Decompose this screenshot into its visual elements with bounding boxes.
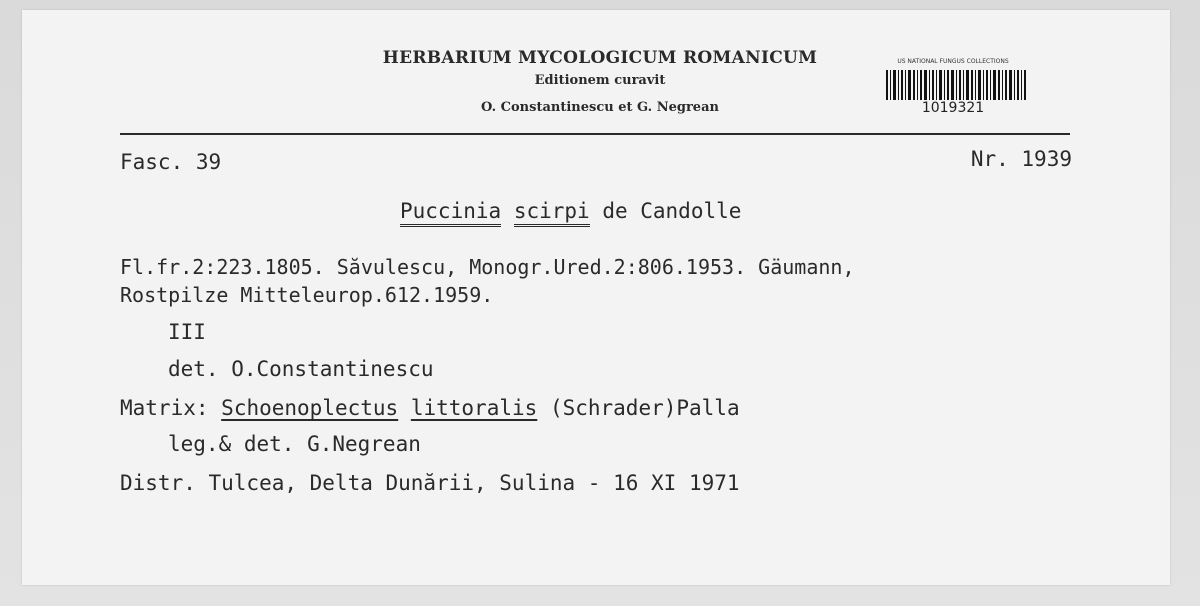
matrix-host <box>120 396 740 420</box>
host-genus: Schoenoplectus <box>221 396 399 420</box>
references-line-2: Rostpilze Mitteleurop.612.1959. <box>120 283 494 307</box>
herbarium-subtitle: Editionem curavit <box>534 73 666 88</box>
species-genus: Puccinia <box>400 199 501 227</box>
matrix-prefix: Matrix: <box>120 396 209 420</box>
barcode-number: 1019321 <box>921 100 985 116</box>
barcode-caption: US NATIONAL FUNGUS COLLECTIONS <box>897 58 1009 65</box>
fascicle-number: Fasc. 39 <box>120 150 222 174</box>
herbarium-title: HERBARIUM MYCOLOGICUM ROMANICUM <box>382 48 818 68</box>
species-name <box>400 199 741 223</box>
host-epithet: littoralis <box>410 396 538 420</box>
barcode-image <box>886 70 1026 100</box>
references-line-1: Fl.fr.2:223.1805. Săvulescu, Monogr.Ured.2:806.1953. Gäumann, <box>120 255 855 279</box>
distribution: Distr. Tulcea, Delta Dunării, Sulina - 16 XI 1971 <box>120 471 740 495</box>
host-author: (Schrader)Palla <box>549 396 740 420</box>
species-author: de Candolle <box>602 199 742 223</box>
species-epithet: scirpi <box>514 199 590 227</box>
determiner: det. O.Constantinescu <box>168 357 434 381</box>
collector: leg.& det. G.Negrean <box>168 432 421 456</box>
barcode-block <box>878 58 1028 122</box>
header-rule <box>120 133 1070 135</box>
specimen-number: Nr. 1939 <box>970 147 1072 171</box>
herbarium-editors: O. Constantinescu et G. Negrean <box>481 100 719 115</box>
spore-stage: III <box>168 320 206 344</box>
